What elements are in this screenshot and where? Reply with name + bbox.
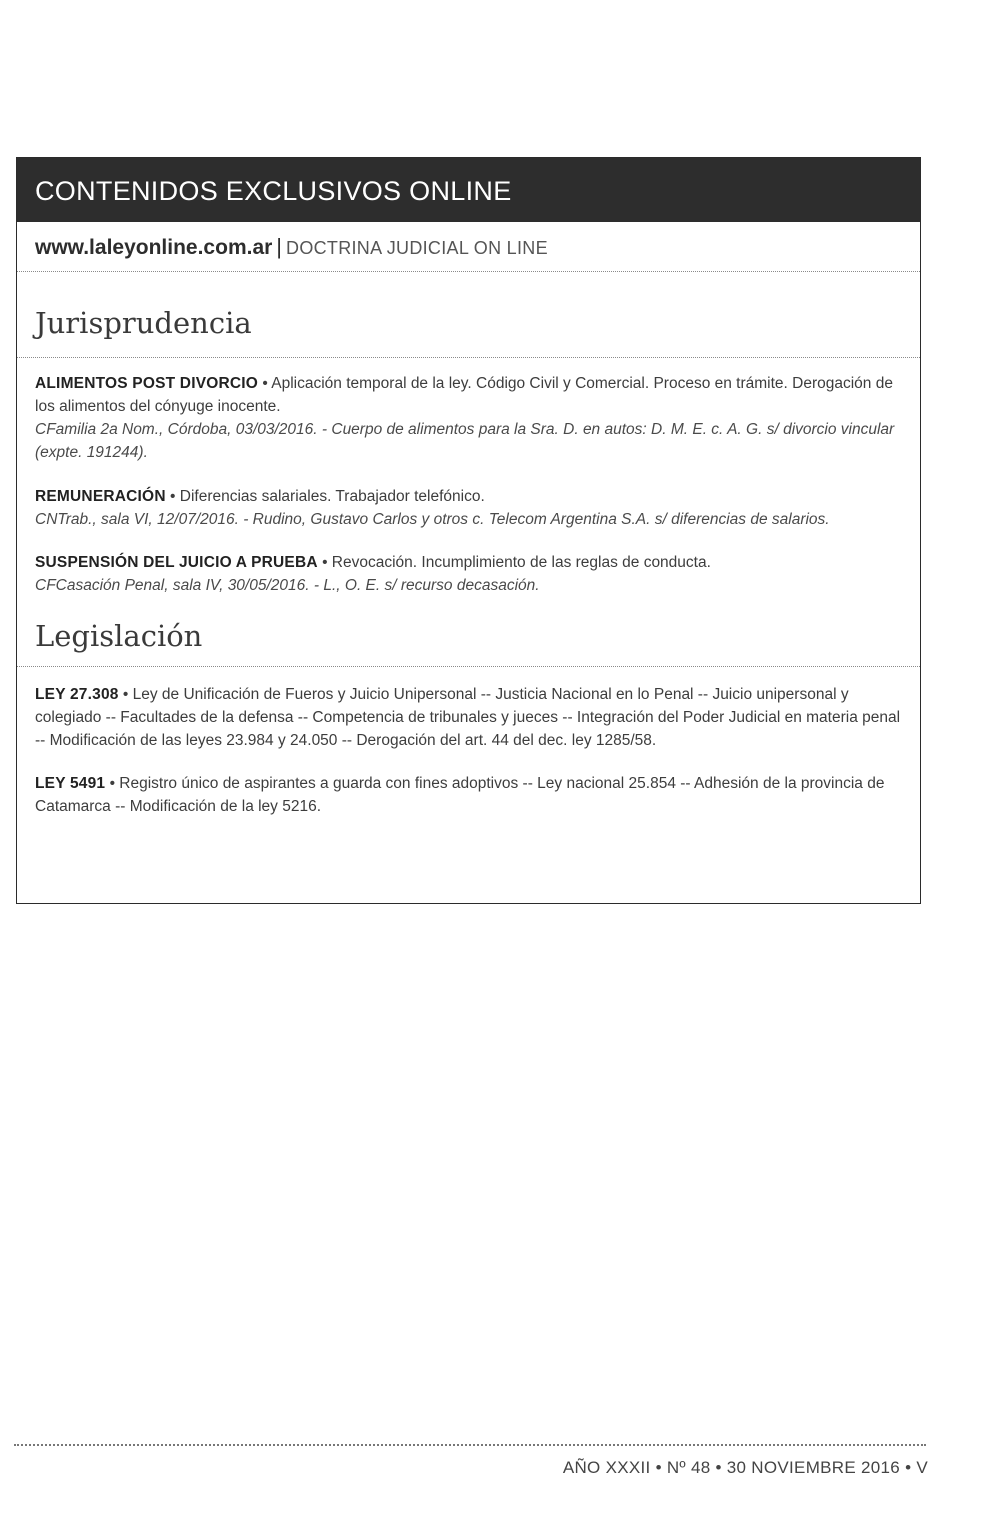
entry-citation: CNTrab., sala VI, 12/07/2016. - Rudino, Gustavo Carlos y otros c. Telecom Argentina S.A. s/ diferencias de salarios. <box>35 511 830 528</box>
entry-keyword: LEY 5491 <box>35 775 106 792</box>
site-url-link[interactable]: www.laleyonline.com.ar <box>35 236 273 259</box>
jurisprudencia-entry-2 <box>17 485 920 531</box>
site-separator: | <box>276 234 283 259</box>
legislacion-entry-2 <box>17 772 920 818</box>
legislacion-title: Legislación <box>17 597 920 667</box>
footer-divider <box>14 1444 926 1446</box>
entry-keyword: SUSPENSIÓN DEL JUICIO A PRUEBA <box>35 554 318 571</box>
entry-keyword: LEY 27.308 <box>35 686 119 703</box>
exclusive-content-box <box>16 157 921 904</box>
entry-summary: • Diferencias salariales. Trabajador telefónico. <box>165 488 485 505</box>
site-label: DOCTRINA JUDICIAL ON LINE <box>286 238 548 258</box>
entry-keyword: ALIMENTOS POST DIVORCIO <box>35 375 259 392</box>
entry-keyword: REMUNERACIÓN <box>35 488 166 505</box>
legislacion-entry-1 <box>17 683 920 752</box>
jurisprudencia-entry-3 <box>17 551 920 597</box>
entry-citation: CFCasación Penal, sala IV, 30/05/2016. - L., O. E. s/ recurso decasación. <box>35 577 540 594</box>
entry-summary: • Aplicación temporal de la ley. Código Civil y Comercial. Proceso en trámite. Derogación de los alimentos del cónyuge inocente. <box>35 375 893 415</box>
jurisprudencia-entry-1 <box>17 372 920 464</box>
site-line <box>17 222 920 272</box>
jurisprudencia-title: Jurisprudencia <box>17 272 920 358</box>
entry-summary: • Ley de Unificación de Fueros y Juicio Unipersonal -- Justicia Nacional en lo Penal -- Juicio unipersonal y colegiado -- Facultades de la defensa -- Competencia de tribunales y jueces -- Integración del Poder Judicial en materia penal -- Modificación de las leyes 23.984 y 24.050 -- Derogación del art. 44 del dec. ley 1285/58. <box>35 686 901 749</box>
entry-summary: • Revocación. Incumplimiento de las reglas de conducta. <box>317 554 711 571</box>
entry-summary: • Registro único de aspirantes a guarda con fines adoptivos -- Ley nacional 25.854 -- Adhesión de la provincia de Catamarca -- Modificación de la ley 5216. <box>35 775 885 815</box>
entry-citation: CFamilia 2a Nom., Córdoba, 03/03/2016. - Cuerpo de alimentos para la Sra. D. en autos: D. M. E. c. A. G. s/ divorcio vincular (expte. 191244). <box>35 421 895 461</box>
footer-issue-info: AÑO XXXII • Nº 48 • 30 NOVIEMBRE 2016 • V <box>562 1458 928 1477</box>
box-header: CONTENIDOS EXCLUSIVOS ONLINE <box>17 158 920 222</box>
